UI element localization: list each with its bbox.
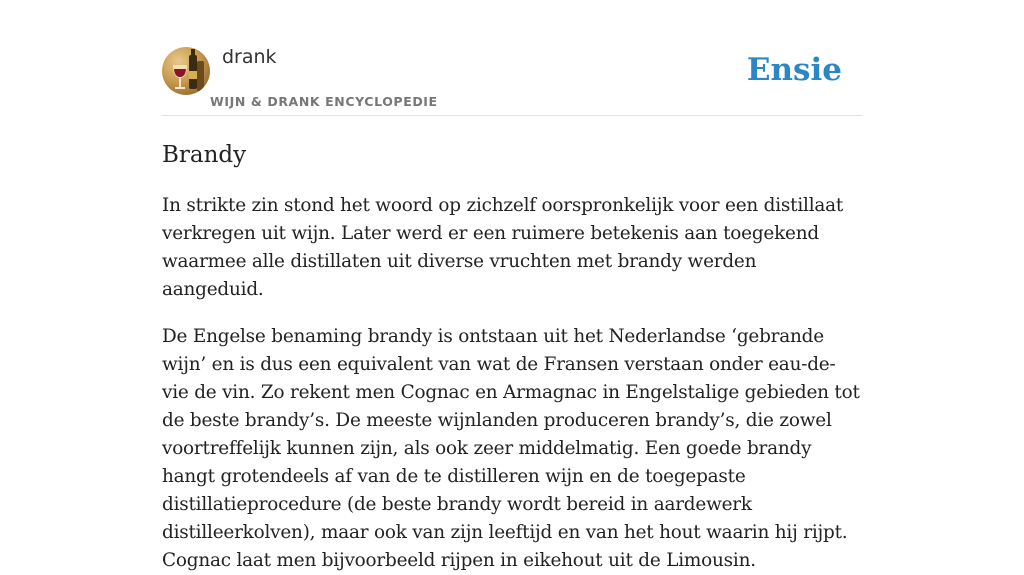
- article-paragraph-2: De Engelse benaming brandy is ontstaan uit het Nederlandse ‘gebrande wijn’ en is dus een equivalent van wat de Fransen verstaan onder eau-de-vie de vin. Zo rekent men Cognac en Armagnac in Engelstalige gebieden tot de beste brandy’s. De meeste wijnlanden produceren brandy’s, die zowel voortreffelijk kunnen zijn, als ook zeer middelmatig. Een goede brandy hangt grotendeels af van de te distilleren wijn en de toegepaste distillatieprocedure (de beste brandy wordt bereid in aardewerk distilleerkolven), maar ook van zijn leeftijd en van het hout waarin hij rijpt. Cognac laat men bijvoorbeeld rijpen in eikehout uit de Limousin.: [162, 326, 860, 571]
- site-subtitle: WIJN & DRANK ENCYCLOPEDIE: [210, 94, 438, 109]
- wine-glass-bottle-icon[interactable]: [162, 47, 210, 95]
- site-header: [162, 0, 862, 116]
- page: [162, 0, 862, 575]
- article-paragraph-1: In strikte zin stond het woord op zichzelf oorspronkelijk voor een distillaat verkregen uit wijn. Later werd er een ruimere betekenis aan toegekend waarmee alle distillaten uit diverse vruchten met brandy werden aangeduid.: [162, 195, 844, 300]
- site-name[interactable]: drank: [222, 46, 277, 68]
- ensie-logo[interactable]: Ensie: [746, 52, 842, 88]
- article-title: Brandy: [162, 142, 247, 168]
